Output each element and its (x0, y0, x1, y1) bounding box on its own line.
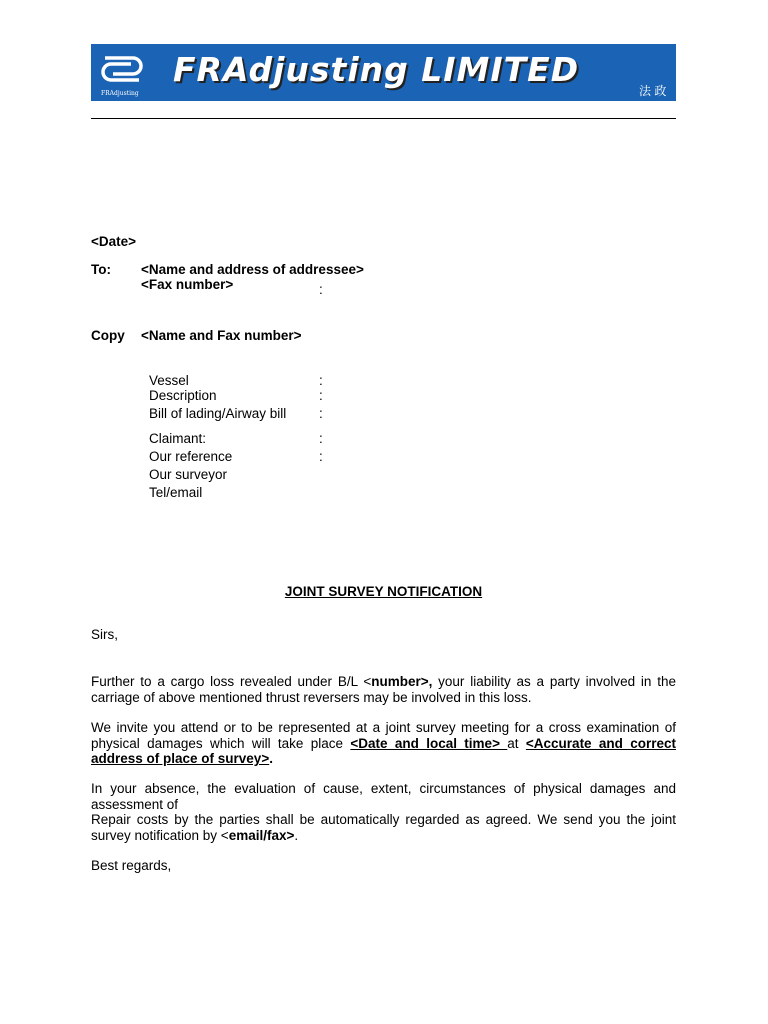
date-placeholder: <Date> (91, 234, 137, 249)
p1-text-c: your liability as a party involved in the carriage of above mentioned thrust reversers may be involved in this loss. (91, 674, 676, 705)
field-our-reference: Our reference (149, 449, 233, 464)
colon: : (319, 282, 323, 297)
colon: : (319, 406, 323, 421)
field-tel-email: Tel/email (149, 485, 203, 500)
colon: : (319, 449, 323, 464)
p2-period: . (269, 751, 273, 766)
p3-line1: In your absence, the evaluation of cause, extent, circumstances of physical damages and assessment of (91, 781, 676, 812)
closing: Best regards, (91, 858, 172, 873)
salutation: Sirs, (91, 627, 118, 642)
to-label: To: (91, 262, 111, 277)
paragraph-invitation (91, 720, 676, 767)
paragraph-liability (91, 674, 676, 705)
colon: : (319, 388, 323, 403)
p3-email-fax-placeholder: email/fax> (228, 827, 295, 843)
p1-number-placeholder: number>, (371, 674, 433, 689)
paragraph-repair-costs (91, 812, 676, 843)
copy-placeholder: <Name and Fax number> (141, 328, 302, 343)
fax-placeholder: <Fax number> (141, 277, 234, 292)
header-banner (91, 44, 676, 101)
p3-period: . (294, 827, 299, 843)
colon: : (319, 373, 323, 388)
company-name: FRAdjusting LIMITED (173, 50, 580, 89)
p2-address-placeholder: <Accurate and correct address of place of survey> (91, 735, 677, 766)
p2-text-a: We invite you attend or to be represented at a joint survey meeting for a cross examination of physical damages which will take place (91, 720, 676, 751)
p1-text-a: Further to a cargo loss revealed under B/L < (91, 674, 372, 689)
p2-text-at: at (507, 735, 526, 751)
logo-caption: FRAdjusting (101, 90, 139, 97)
p3-text-a: Repair costs by the parties shall be automatically regarded as agreed. We send you the joint survey notification by < (91, 812, 676, 843)
field-claimant: Claimant: (149, 431, 207, 446)
copy-label: Copy (91, 328, 125, 343)
field-our-surveyor: Our surveyor (149, 467, 228, 482)
header-rule (91, 118, 676, 119)
document-title: JOINT SURVEY NOTIFICATION (284, 584, 483, 599)
field-bill-of-lading: Bill of lading/Airway bill (149, 406, 287, 421)
field-description: Description (149, 388, 217, 403)
colon: : (319, 431, 323, 446)
document-title-wrap (91, 584, 676, 599)
paragraph-absence (91, 781, 676, 812)
field-vessel: Vessel (149, 373, 189, 388)
company-logo-icon (99, 54, 145, 84)
addressee-placeholder: <Name and address of addressee> (141, 262, 364, 277)
p2-date-placeholder: <Date and local time> (350, 735, 508, 751)
chinese-seal-mark: 法 政 (639, 84, 667, 98)
